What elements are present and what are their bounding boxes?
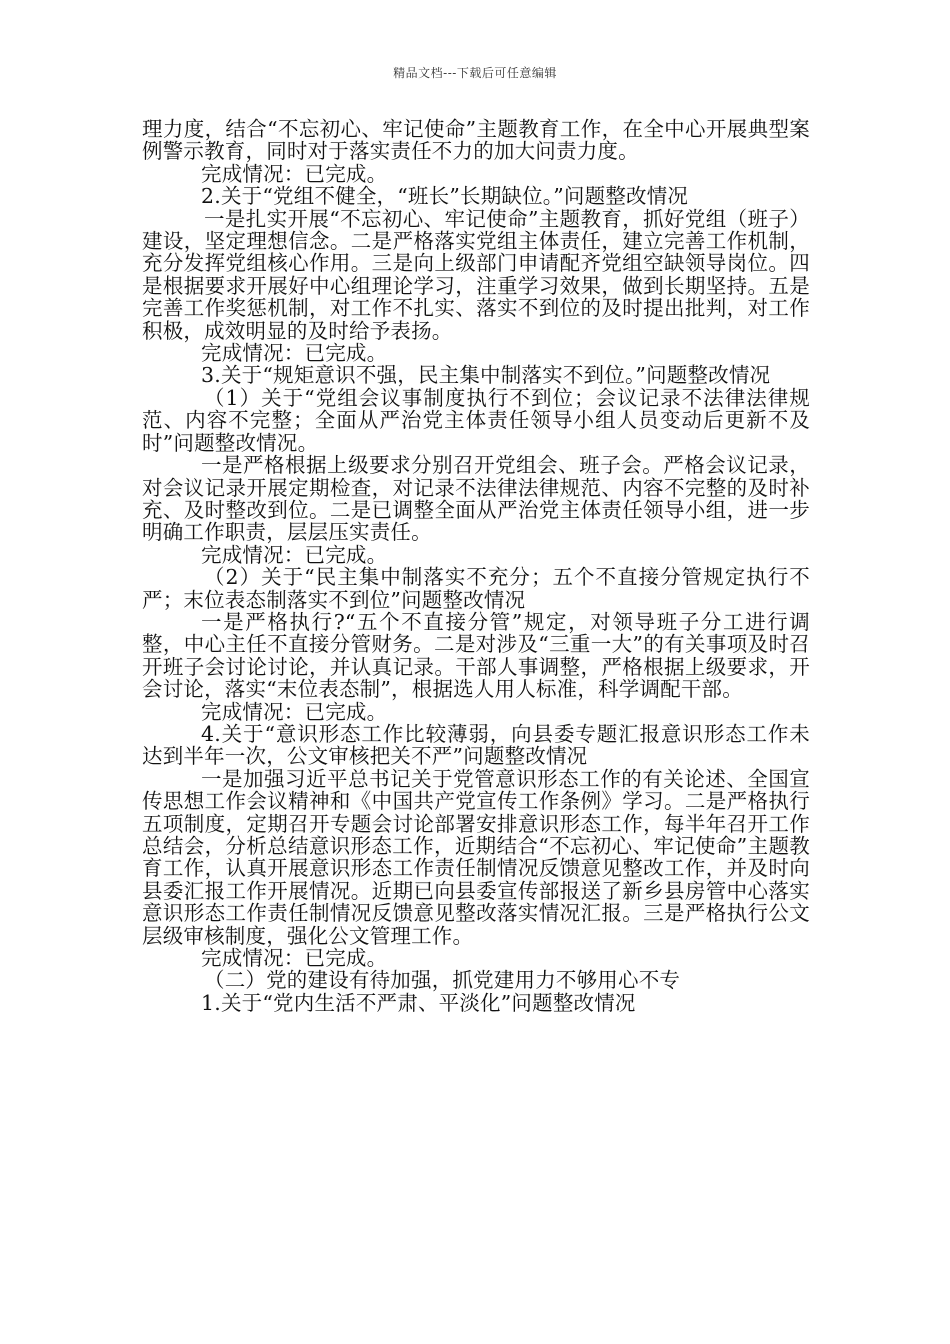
chapter-heading: （二）党的建设有待加强，抓党建用力不够用心不专 (204, 968, 681, 993)
completion-status: 完成情况：已完成。 (201, 699, 388, 724)
page-header: 精品文档---下载后可任意编辑 (393, 66, 557, 80)
section-heading: 1.关于“党内生活不严肃、平淡化”问题整改情况 (201, 990, 636, 1015)
subsection-heading: （1）关于“党组会议事制度执行不到位；会议记录不法律法律规范、内容不完整；全面从严治党主体责任领导小组人员变动后更新不及时”问题整改情况。 (142, 385, 810, 455)
document-body (142, 118, 810, 1014)
paragraph: 一是严格根据上级要求分别召开党组会、班子会。严格会议记录，对会议记录开展定期检查，对记录不法律法律规范、内容不完整的及时补充、及时整改到位。二是已调整全面从严治党主体责任领导小组，进一步明确工作职责，层层压实责任。 (142, 453, 810, 545)
completion-status: 完成情况：已完成。 (201, 341, 388, 366)
paragraph: 一是扎实开展“不忘初心、牢记使命”主题教育，抓好党组（班子）建设，坚定理想信念。二是严格落实党组主体责任，建立完善工作机制，充分发挥党组核心作用。三是向上级部门申请配齐党组空缺领导岗位。四是根据要求开展好中心组理论学习，注重学习效果，做到长期坚持。五是完善工作奖惩机制，对工作不扎实、落实不到位的及时提出批判，对工作积极，成效明显的及时给予表扬。 (142, 206, 810, 343)
section-heading: 4.关于“意识形态工作比较薄弱，向县委专题汇报意识形态工作未达到半年一次，公文审核把关不严”问题整改情况 (142, 721, 810, 769)
completion-status: 完成情况：已完成。 (201, 946, 388, 971)
subsection-heading: （2）关于“民主集中制落实不充分；五个不直接分管规定执行不严；末位表态制落实不到位”问题整改情况 (142, 565, 810, 612)
section-heading: 2.关于“党组不健全，“班长”长期缺位。”问题整改情况 (201, 184, 689, 209)
paragraph: 一是严格执行?“五个不直接分管”规定，对领导班子分工进行调整，中心主任不直接分管财务。二是对涉及“三重一大”的有关事项及时召开班子会讨论讨论，并认真记录。干部人事调整，严格根据上级要求，开会讨论，落实“末位表态制”，根据选人用人标准，科学调配干部。 (142, 609, 810, 702)
completion-status: 完成情况：已完成。 (201, 542, 388, 567)
section-heading: 3.关于“规矩意识不强，民主集中制落实不到位。”问题整改情况 (201, 363, 771, 388)
paragraph: 一是加强习近平总书记关于党管意识形态工作的有关论述、全国宣传思想工作会议精神和《中国共产党宣传工作条例》学习。二是严格执行五项制度，定期召开专题会讨论部署安排意识形态工作，每半年召开工作总结会，分析总结意识形态工作，近期结合“不忘初心、牢记使命”主题教育工作，认真开展意识形态工作责任制情况反馈意见整改工作，并及时向县委汇报工作开展情况。近期已向县委宣传部报送了新乡县房管中心落实意识形态工作责任制情况反馈意见整改落实情况汇报。三是严格执行公文层级审核制度，强化公文管理工作。 (142, 766, 810, 948)
paragraph: 理力度，结合“不忘初心、牢记使命”主题教育工作，在全中心开展典型案例警示教育，同时对于落实责任不力的加大问责力度。 (142, 117, 810, 164)
completion-status: 完成情况：已完成。 (201, 161, 388, 186)
